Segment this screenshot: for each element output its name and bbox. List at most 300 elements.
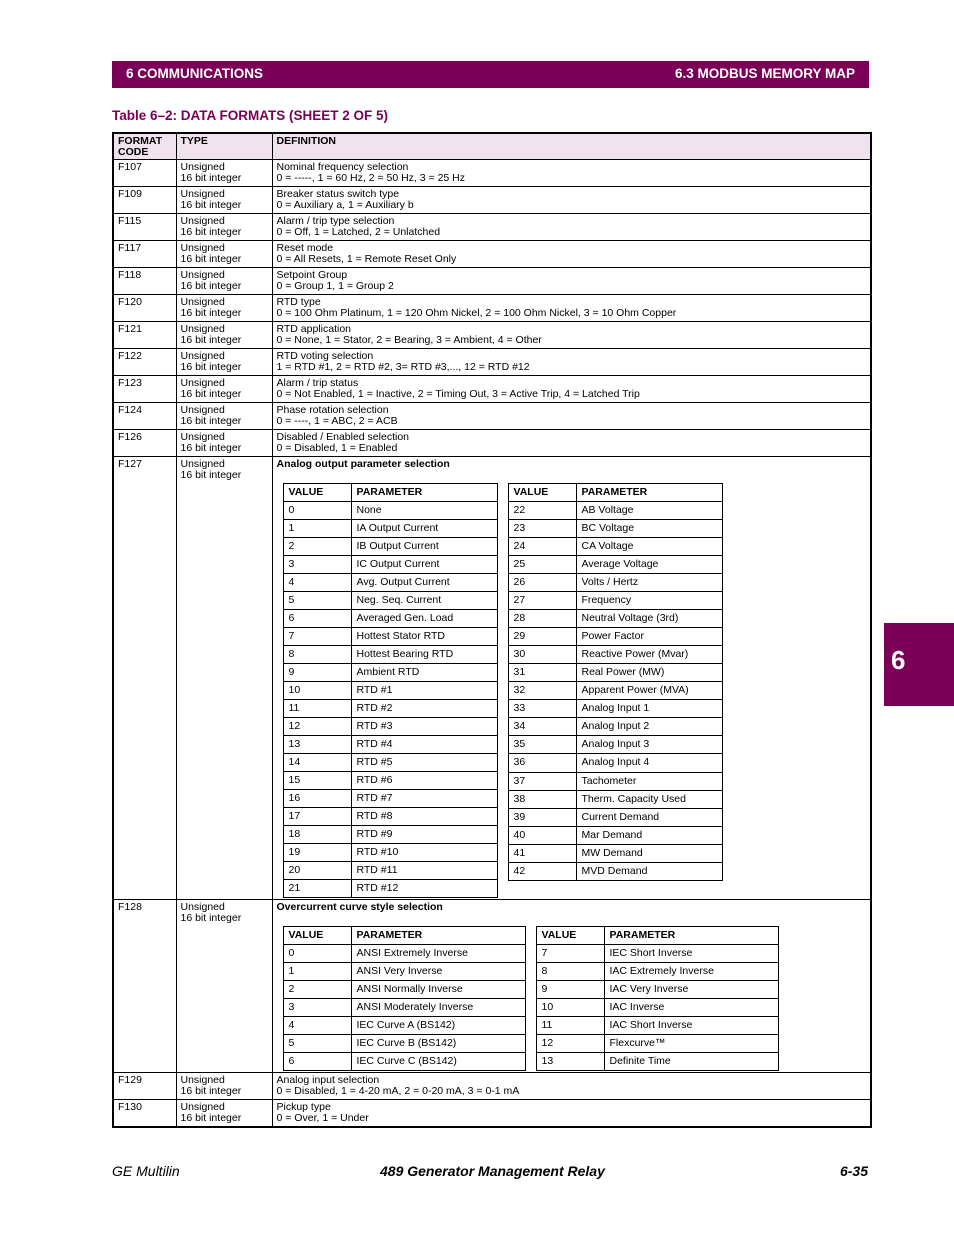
value-cell: 36 — [508, 754, 576, 772]
value-cell: 13 — [536, 1053, 604, 1071]
definition-title: Pickup type — [276, 1101, 331, 1113]
definition-values: 0 = ----, 1 = ABC, 2 = ACB — [276, 415, 398, 427]
definition-title: Phase rotation selection — [276, 404, 389, 416]
definition-cell — [272, 376, 871, 403]
sub-row — [508, 880, 722, 898]
value-parameter-table — [283, 483, 498, 898]
format-code-cell: F120 — [113, 295, 176, 322]
data-formats-table — [112, 132, 872, 1128]
parameter-cell: Avg. Output Current — [351, 574, 497, 592]
sub-header-row — [283, 484, 497, 502]
parameter-cell: RTD #12 — [351, 880, 497, 898]
sub-row — [283, 999, 525, 1017]
table-header-row — [113, 133, 871, 160]
parameter-cell: Ambient RTD — [351, 664, 497, 682]
sub-row — [283, 574, 497, 592]
sub-row — [283, 520, 497, 538]
footer-company: GE Multilin — [112, 1163, 180, 1179]
parameter-cell: Analog Input 1 — [576, 700, 722, 718]
parameter-cell: Flexcurve™ — [604, 1035, 778, 1053]
value-header: VALUE — [283, 484, 351, 502]
parameter-header: PARAMETER — [351, 927, 525, 945]
sub-row — [508, 754, 722, 772]
parameter-cell: MW Demand — [576, 844, 722, 862]
sub-row — [536, 945, 778, 963]
format-code-cell: F126 — [113, 430, 176, 457]
footer-page-number: 6-35 — [839, 1163, 868, 1179]
value-cell: 5 — [283, 592, 351, 610]
format-code-cell: F109 — [113, 187, 176, 214]
format-code-cell: F121 — [113, 322, 176, 349]
value-cell: 30 — [508, 646, 576, 664]
definition-title: RTD type — [276, 296, 321, 308]
table-row — [113, 1100, 871, 1128]
sub-row — [508, 682, 722, 700]
type-line: 16 bit integer — [180, 415, 242, 427]
value-header: VALUE — [283, 927, 351, 945]
sub-row — [508, 610, 722, 628]
sub-row — [283, 610, 497, 628]
parameter-cell: ANSI Moderately Inverse — [351, 999, 525, 1017]
parameter-cell: Volts / Hertz — [576, 574, 722, 592]
definition-title: Nominal frequency selection — [276, 161, 409, 173]
value-cell: 10 — [283, 682, 351, 700]
definition-values: 0 = Over, 1 = Under — [276, 1112, 369, 1124]
sub-row — [283, 981, 525, 999]
definition-title: Disabled / Enabled selection — [276, 431, 410, 443]
parameter-cell: Tachometer — [576, 772, 722, 790]
parameter-cell: RTD #2 — [351, 700, 497, 718]
type-line: Unsigned — [180, 161, 225, 173]
parameter-header: PARAMETER — [604, 927, 778, 945]
format-code-cell: F130 — [113, 1100, 176, 1128]
value-cell: 27 — [508, 592, 576, 610]
definition-values: 0 = -----, 1 = 60 Hz, 2 = 50 Hz, 3 = 25 Hz — [276, 172, 465, 184]
value-cell: 19 — [283, 844, 351, 862]
type-line: Unsigned — [180, 404, 225, 416]
type-line: Unsigned — [180, 323, 225, 335]
format-code-cell: F123 — [113, 376, 176, 403]
parameter-cell: RTD #8 — [351, 808, 497, 826]
definition-values: 0 = Not Enabled, 1 = Inactive, 2 = Timing Out, 3 = Active Trip, 4 = Latched Trip — [276, 388, 640, 400]
sub-row — [508, 538, 722, 556]
type-line: 16 bit integer — [180, 912, 242, 924]
value-cell: 35 — [508, 736, 576, 754]
parameter-cell: RTD #6 — [351, 772, 497, 790]
definition-values: 0 = All Resets, 1 = Remote Reset Only — [276, 253, 457, 265]
sub-row — [283, 754, 497, 772]
type-cell — [176, 349, 272, 376]
value-cell: 17 — [283, 808, 351, 826]
sub-row — [283, 945, 525, 963]
empty-cell — [508, 880, 576, 898]
definition-title: RTD application — [276, 323, 352, 335]
chapter-title: 6 COMMUNICATIONS — [126, 66, 263, 81]
value-cell: 31 — [508, 664, 576, 682]
section-title: 6.3 MODBUS MEMORY MAP — [674, 66, 855, 81]
definition-values: 1 = RTD #1, 2 = RTD #2, 3= RTD #3,..., 12 = RTD #12 — [276, 361, 530, 373]
value-cell: 39 — [508, 808, 576, 826]
format-code-cell: F118 — [113, 268, 176, 295]
sub-row — [283, 502, 497, 520]
value-cell: 3 — [283, 556, 351, 574]
sub-row — [536, 1035, 778, 1053]
value-parameter-table — [508, 483, 723, 898]
sub-tables — [283, 926, 867, 1071]
value-cell: 40 — [508, 826, 576, 844]
format-code-cell: F107 — [113, 160, 176, 187]
value-cell: 26 — [508, 574, 576, 592]
parameter-cell: IAC Very Inverse — [604, 981, 778, 999]
parameter-header: PARAMETER — [576, 484, 722, 502]
table-row — [113, 214, 871, 241]
parameter-cell: IEC Curve C (BS142) — [351, 1053, 525, 1071]
parameter-cell: ANSI Normally Inverse — [351, 981, 525, 999]
definition-cell — [272, 900, 871, 1073]
parameter-cell: Analog Input 3 — [576, 736, 722, 754]
parameter-cell: RTD #10 — [351, 844, 497, 862]
value-cell: 4 — [283, 1017, 351, 1035]
definition-values: 0 = Off, 1 = Latched, 2 = Unlatched — [276, 226, 441, 238]
parameter-cell: CA Voltage — [576, 538, 722, 556]
type-line: 16 bit integer — [180, 334, 242, 346]
type-cell — [176, 214, 272, 241]
parameter-cell: Average Voltage — [576, 556, 722, 574]
table-row — [113, 187, 871, 214]
value-cell: 1 — [283, 520, 351, 538]
type-line: 16 bit integer — [180, 442, 242, 454]
value-cell: 12 — [536, 1035, 604, 1053]
value-cell: 41 — [508, 844, 576, 862]
col-header-format-code: FORMAT CODE — [113, 133, 176, 160]
definition-cell — [272, 430, 871, 457]
parameter-cell: Hottest Stator RTD — [351, 628, 497, 646]
col-header-definition: DEFINITION — [272, 133, 871, 160]
value-cell: 38 — [508, 790, 576, 808]
value-cell: 5 — [283, 1035, 351, 1053]
type-line: 16 bit integer — [180, 226, 242, 238]
definition-cell — [272, 322, 871, 349]
definition-cell — [272, 295, 871, 322]
parameter-cell: Analog Input 2 — [576, 718, 722, 736]
definition-cell — [272, 214, 871, 241]
sub-row — [283, 772, 497, 790]
value-cell: 7 — [536, 945, 604, 963]
sub-row — [283, 963, 525, 981]
sub-header-row — [283, 927, 525, 945]
value-cell: 22 — [508, 502, 576, 520]
definition-cell — [272, 1073, 871, 1100]
definition-cell — [272, 403, 871, 430]
value-cell: 18 — [283, 826, 351, 844]
parameter-cell: Mar Demand — [576, 826, 722, 844]
definition-values: 0 = 100 Ohm Platinum, 1 = 120 Ohm Nickel, 2 = 100 Ohm Nickel, 3 = 10 Ohm Copper — [276, 307, 677, 319]
sub-row — [508, 718, 722, 736]
definition-values: 0 = Auxiliary a, 1 = Auxiliary b — [276, 199, 414, 211]
value-cell: 34 — [508, 718, 576, 736]
value-cell: 0 — [283, 502, 351, 520]
definition-cell — [272, 457, 871, 900]
parameter-cell: IAC Extremely Inverse — [604, 963, 778, 981]
definition-cell — [272, 1100, 871, 1128]
parameter-cell: RTD #11 — [351, 862, 497, 880]
definition-title: Analog input selection — [276, 1074, 380, 1086]
type-line: 16 bit integer — [180, 469, 242, 481]
parameter-cell: Frequency — [576, 592, 722, 610]
type-line: Unsigned — [180, 1074, 225, 1086]
type-cell — [176, 268, 272, 295]
chapter-tab: 6 — [884, 623, 954, 706]
value-cell: 9 — [283, 664, 351, 682]
sub-row — [283, 1035, 525, 1053]
type-line: Unsigned — [180, 215, 225, 227]
type-cell — [176, 900, 272, 1073]
sub-row — [283, 646, 497, 664]
type-cell — [176, 430, 272, 457]
section-header-bar — [112, 61, 869, 88]
parameter-cell: BC Voltage — [576, 520, 722, 538]
parameter-cell: RTD #7 — [351, 790, 497, 808]
value-cell: 2 — [283, 981, 351, 999]
table-row — [113, 295, 871, 322]
value-cell: 6 — [283, 610, 351, 628]
format-code-cell: F129 — [113, 1073, 176, 1100]
table-row — [113, 241, 871, 268]
value-header: VALUE — [508, 484, 576, 502]
type-line: 16 bit integer — [180, 1085, 242, 1097]
sub-row — [508, 664, 722, 682]
parameter-cell: RTD #1 — [351, 682, 497, 700]
parameter-cell: ANSI Extremely Inverse — [351, 945, 525, 963]
col-header-type: TYPE — [176, 133, 272, 160]
definition-title: Breaker status switch type — [276, 188, 400, 200]
value-cell: 28 — [508, 610, 576, 628]
parameter-cell: MVD Demand — [576, 862, 722, 880]
value-cell: 37 — [508, 772, 576, 790]
sub-row — [283, 538, 497, 556]
parameter-cell: IAC Inverse — [604, 999, 778, 1017]
value-cell: 11 — [536, 1017, 604, 1035]
value-cell: 23 — [508, 520, 576, 538]
parameter-cell: Definite Time — [604, 1053, 778, 1071]
sub-row — [536, 999, 778, 1017]
type-line: Unsigned — [180, 188, 225, 200]
table-row — [113, 349, 871, 376]
value-cell: 29 — [508, 628, 576, 646]
value-cell: 14 — [283, 754, 351, 772]
value-parameter-table — [283, 926, 526, 1071]
type-cell — [176, 1073, 272, 1100]
format-code-cell: F128 — [113, 900, 176, 1073]
parameter-cell: IEC Short Inverse — [604, 945, 778, 963]
definition-values: 0 = Disabled, 1 = 4-20 mA, 2 = 0-20 mA, 3 = 0-1 mA — [276, 1085, 520, 1097]
type-line: Unsigned — [180, 296, 225, 308]
value-cell: 20 — [283, 862, 351, 880]
value-cell: 2 — [283, 538, 351, 556]
type-line: 16 bit integer — [180, 1112, 242, 1124]
value-header: VALUE — [536, 927, 604, 945]
definition-title: Reset mode — [276, 242, 334, 254]
value-cell: 7 — [283, 628, 351, 646]
value-cell: 8 — [536, 963, 604, 981]
parameter-cell: Therm. Capacity Used — [576, 790, 722, 808]
sub-tables — [283, 483, 867, 898]
definition-cell — [272, 187, 871, 214]
value-cell: 11 — [283, 700, 351, 718]
value-cell: 16 — [283, 790, 351, 808]
type-line: 16 bit integer — [180, 172, 242, 184]
value-cell: 4 — [283, 574, 351, 592]
type-line: Unsigned — [180, 350, 225, 362]
sub-row — [283, 844, 497, 862]
type-line: Unsigned — [180, 458, 225, 470]
definition-cell — [272, 160, 871, 187]
value-cell: 33 — [508, 700, 576, 718]
table-row — [113, 403, 871, 430]
definition-values: 0 = None, 1 = Stator, 2 = Bearing, 3 = Ambient, 4 = Other — [276, 334, 542, 346]
definition-title: Alarm / trip type selection — [276, 215, 395, 227]
type-cell — [176, 403, 272, 430]
parameter-cell: RTD #5 — [351, 754, 497, 772]
table-row — [113, 268, 871, 295]
parameter-cell: Current Demand — [576, 808, 722, 826]
sub-row — [508, 772, 722, 790]
value-cell: 32 — [508, 682, 576, 700]
sub-row — [508, 862, 722, 880]
value-cell: 12 — [283, 718, 351, 736]
sub-row — [283, 808, 497, 826]
value-cell: 0 — [283, 945, 351, 963]
table-row — [113, 900, 871, 1073]
table-title: Table 6–2: DATA FORMATS (SHEET 2 OF 5) — [112, 108, 389, 123]
parameter-cell: IAC Short Inverse — [604, 1017, 778, 1035]
table-row — [113, 160, 871, 187]
parameter-cell: None — [351, 502, 497, 520]
sub-row — [508, 790, 722, 808]
type-line: 16 bit integer — [180, 253, 242, 265]
footer-product: 489 Generator Management Relay — [380, 1163, 605, 1179]
definition-values: 0 = Disabled, 1 = Enabled — [276, 442, 398, 454]
sub-row — [508, 502, 722, 520]
value-cell: 13 — [283, 736, 351, 754]
type-line: 16 bit integer — [180, 280, 242, 292]
value-cell: 6 — [283, 1053, 351, 1071]
parameter-cell: IA Output Current — [351, 520, 497, 538]
sub-header-row — [508, 484, 722, 502]
value-parameter-table — [536, 926, 779, 1071]
sub-row — [283, 592, 497, 610]
sub-row — [536, 981, 778, 999]
parameter-cell: ANSI Very Inverse — [351, 963, 525, 981]
definition-title: Alarm / trip status — [276, 377, 359, 389]
parameter-cell: IC Output Current — [351, 556, 497, 574]
value-cell: 42 — [508, 862, 576, 880]
parameter-cell: AB Voltage — [576, 502, 722, 520]
sub-row — [508, 700, 722, 718]
definition-title: Setpoint Group — [276, 269, 348, 281]
sub-row — [508, 592, 722, 610]
sub-row — [283, 736, 497, 754]
format-code-cell: F127 — [113, 457, 176, 900]
value-cell: 8 — [283, 646, 351, 664]
parameter-cell: IEC Curve A (BS142) — [351, 1017, 525, 1035]
type-line: Unsigned — [180, 242, 225, 254]
table-row — [113, 322, 871, 349]
format-code-cell: F124 — [113, 403, 176, 430]
empty-cell — [576, 880, 722, 898]
type-cell — [176, 241, 272, 268]
value-cell: 15 — [283, 772, 351, 790]
type-cell — [176, 322, 272, 349]
definition-values: 0 = Group 1, 1 = Group 2 — [276, 280, 394, 292]
parameter-cell: RTD #4 — [351, 736, 497, 754]
sub-row — [508, 574, 722, 592]
sub-row — [283, 790, 497, 808]
type-line: Unsigned — [180, 901, 225, 913]
value-cell: 3 — [283, 999, 351, 1017]
sub-row — [283, 664, 497, 682]
type-line: 16 bit integer — [180, 307, 242, 319]
sub-row — [508, 556, 722, 574]
type-line: Unsigned — [180, 431, 225, 443]
type-line: Unsigned — [180, 1101, 225, 1113]
sub-row — [283, 826, 497, 844]
sub-row — [508, 808, 722, 826]
parameter-cell: RTD #3 — [351, 718, 497, 736]
sub-row — [283, 880, 497, 898]
definition-cell — [272, 268, 871, 295]
sub-row — [508, 628, 722, 646]
format-code-cell: F122 — [113, 349, 176, 376]
type-cell — [176, 457, 272, 900]
sub-row — [283, 556, 497, 574]
sub-row — [508, 736, 722, 754]
parameter-cell: IEC Curve B (BS142) — [351, 1035, 525, 1053]
parameter-cell: Averaged Gen. Load — [351, 610, 497, 628]
parameter-cell: Analog Input 4 — [576, 754, 722, 772]
parameter-cell: RTD #9 — [351, 826, 497, 844]
table-row — [113, 1073, 871, 1100]
sub-row — [508, 844, 722, 862]
value-cell: 10 — [536, 999, 604, 1017]
type-cell — [176, 376, 272, 403]
sub-row — [283, 700, 497, 718]
format-code-cell: F117 — [113, 241, 176, 268]
value-cell: 9 — [536, 981, 604, 999]
sub-row — [283, 1053, 525, 1071]
sub-row — [536, 963, 778, 981]
sub-row — [508, 646, 722, 664]
parameter-cell: Neutral Voltage (3rd) — [576, 610, 722, 628]
type-line: Unsigned — [180, 269, 225, 281]
sub-row — [283, 718, 497, 736]
sub-row — [283, 862, 497, 880]
definition-title: RTD voting selection — [276, 350, 374, 362]
parameter-cell: IB Output Current — [351, 538, 497, 556]
type-line: 16 bit integer — [180, 361, 242, 373]
sub-header-row — [536, 927, 778, 945]
parameter-cell: Neg. Seq. Current — [351, 592, 497, 610]
sub-row — [283, 682, 497, 700]
value-cell: 1 — [283, 963, 351, 981]
parameter-cell: Reactive Power (Mvar) — [576, 646, 722, 664]
value-cell: 25 — [508, 556, 576, 574]
parameter-cell: Apparent Power (MVA) — [576, 682, 722, 700]
sub-row — [283, 1017, 525, 1035]
definition-cell — [272, 241, 871, 268]
parameter-header: PARAMETER — [351, 484, 497, 502]
definition-title: Overcurrent curve style selection — [276, 901, 443, 913]
